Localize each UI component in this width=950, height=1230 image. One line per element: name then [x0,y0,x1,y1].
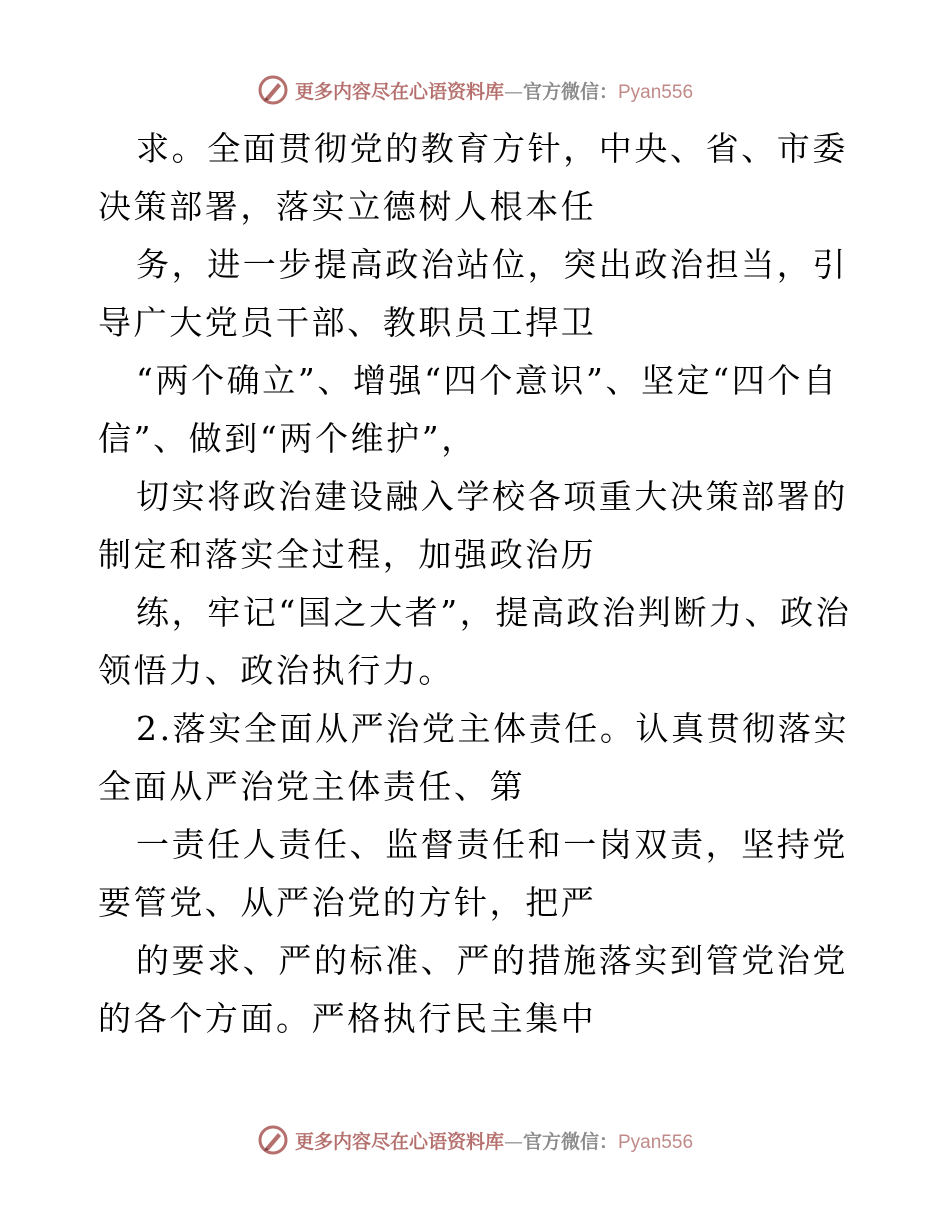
paragraph: 一责任人责任、监督责任和一岗双责，坚持党要管党、从严治党的方针，把严 [98,825,848,922]
paragraph: 的要求、严的标准、严的措施落实到管党治党的各个方面。严格执行民主集中 [98,941,848,1038]
watermark-text [295,1127,693,1154]
watermark-dash: — [503,1130,523,1153]
paragraph: “两个确立”、增强“四个意识”、坚定“四个自信”、做到“两个维护”， [98,361,839,458]
paragraph: 求。全面贯彻党的教育方针，中央、省、市委决策部署，落实立德树人根本任 [98,129,848,226]
watermark-dash: — [503,80,523,103]
header-watermark [0,70,950,110]
watermark-text [295,77,693,104]
watermark-account: Pyan556 [618,81,694,103]
watermark-site-text: 更多内容尽在心语资料库 [294,80,504,103]
watermark-account: Pyan556 [618,1131,694,1153]
pen-logo-icon [257,74,289,106]
footer-watermark [0,1120,950,1160]
document-body [98,120,858,1048]
paragraph: 2.落实全面从严治党主体责任。认真贯彻落实全面从严治党主体责任、第 [98,709,850,806]
paragraph: 务，进一步提高政治站位，突出政治担当，引导广大党员干部、教职员工捍卫 [98,245,848,342]
pen-logo-icon [257,1124,289,1156]
watermark-site-text: 更多内容尽在心语资料库 [294,1130,504,1153]
watermark-official-label: 官方微信： [522,80,618,103]
watermark-official-label: 官方微信： [522,1130,618,1153]
paragraph: 切实将政治建设融入学校各项重大决策部署的制定和落实全过程，加强政治历 [98,477,848,574]
paragraph: 练，牢记“国之大者”，提高政治判断力、政治领悟力、政治执行力。 [98,593,852,690]
